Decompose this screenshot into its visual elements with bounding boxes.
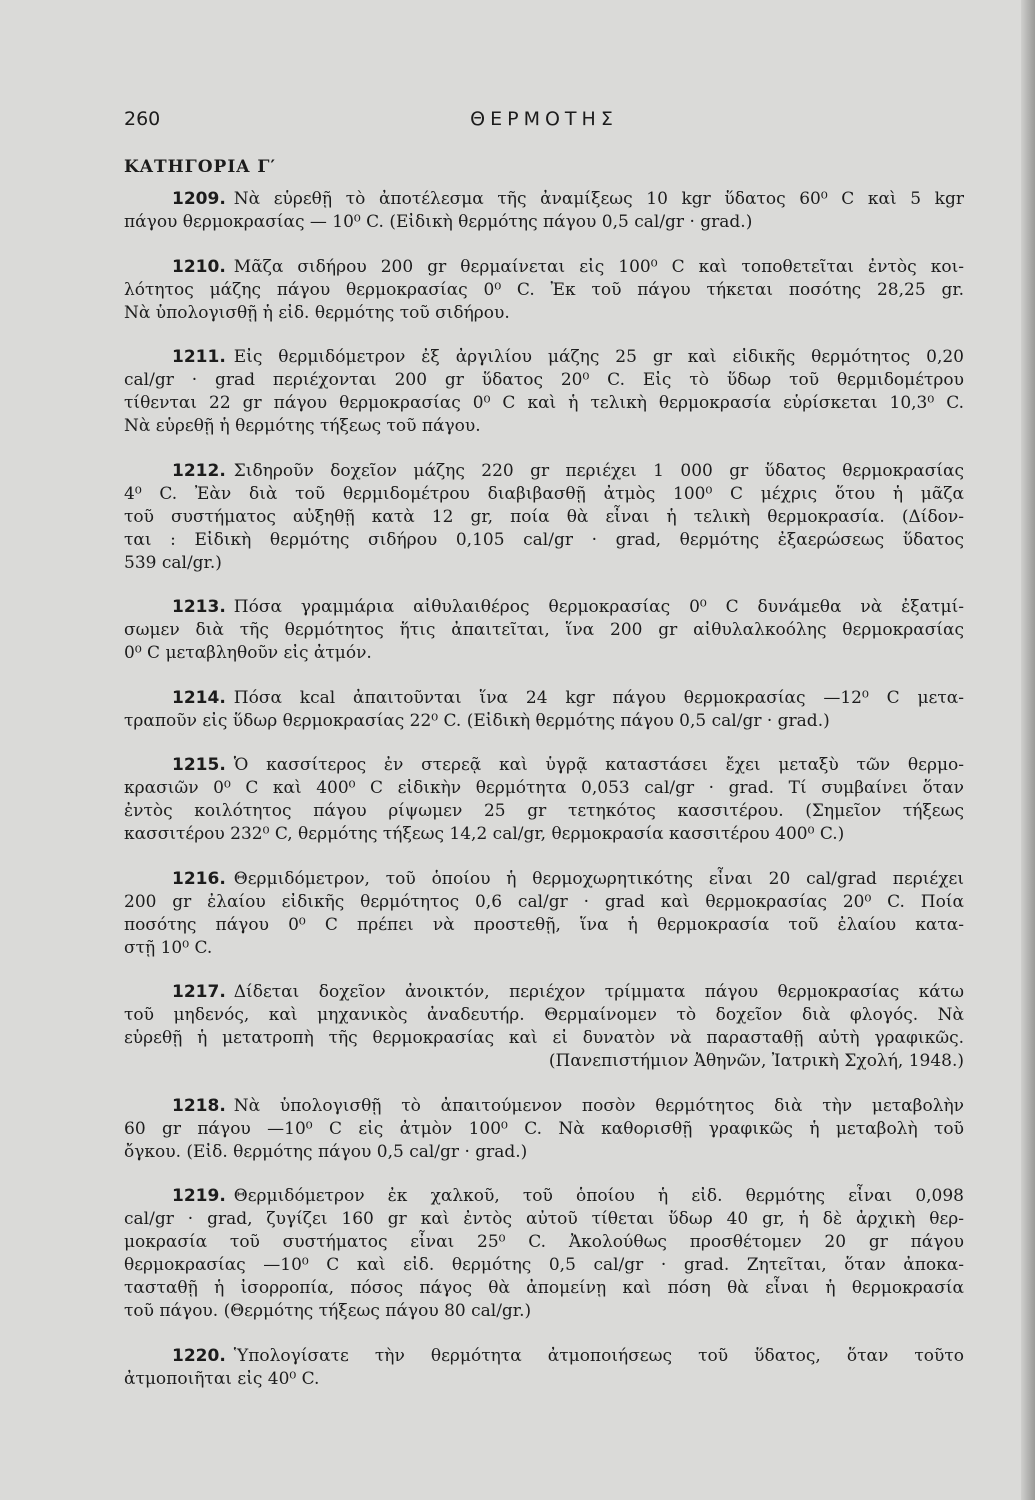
problem-text-line bbox=[124, 710, 964, 733]
problem-text-line bbox=[124, 483, 964, 506]
problem-text-line bbox=[124, 1254, 964, 1277]
problem-text-line bbox=[124, 1208, 964, 1231]
problem-text-line bbox=[124, 868, 964, 891]
problem-text: ποσότης πάγου 0⁰ C πρέπει νὰ προστεθῇ, ἵνα ἡ θερμοκρασία τοῦ ἐλαίου κατα- bbox=[124, 914, 964, 935]
problem-text-line bbox=[124, 415, 964, 438]
problem-text-line bbox=[124, 1004, 964, 1027]
problem-text-line bbox=[124, 506, 964, 529]
problem-number: 1211. bbox=[172, 347, 226, 367]
problem-text-line bbox=[124, 754, 964, 777]
page-header bbox=[124, 104, 964, 134]
problem-text: Μᾶζα σιδήρου 200 gr θερμαίνεται εἰς 100⁰ C καὶ τοποθετεῖται ἐντὸς κοι- bbox=[233, 256, 964, 277]
problem-text: σωμεν διὰ τῆς θερμότητος ἥτις ἀπαιτεῖται, ἵνα 200 gr αἰθυλαλκοόλης θερμοκρασίας bbox=[124, 620, 964, 640]
problem-1213 bbox=[124, 596, 964, 665]
problem-text-line bbox=[124, 1368, 964, 1391]
problem-list bbox=[124, 188, 964, 1412]
problem-text: ὄγκου. (Εἰδ. θερμότης πάγου 0,5 cal/gr · grad.) bbox=[124, 1141, 528, 1162]
problem-text-line bbox=[124, 800, 964, 823]
problem-text: ται : Εἰδικὴ θερμότης σιδήρου 0,105 cal/gr · grad, θερμότης ἐξαερώσεως ὕδατος bbox=[124, 529, 964, 550]
problem-text-line bbox=[124, 552, 964, 575]
problem-text: τοῦ πάγου. (Θερμότης τήξεως πάγου 80 cal/gr.) bbox=[124, 1301, 532, 1321]
problem-text-line bbox=[124, 619, 964, 642]
problem-text: cal/gr · grad, ζυγίζει 160 gr καὶ ἐντὸς αὐτοῦ τίθεται ὕδωρ 40 gr, ἡ δὲ ἀρχικὴ θερ- bbox=[124, 1209, 964, 1229]
problem-text: τοῦ μηδενός, καὶ μηχανικὸς ἀναδευτήρ. Θερμαίνομεν τὸ δοχεῖον διὰ φλογός. Νὰ bbox=[124, 1005, 964, 1025]
problem-text: Πόσα kcal ἀπαιτοῦνται ἵνα 24 kgr πάγου θερμοκρασίας —12⁰ C μετα- bbox=[233, 687, 964, 708]
problem-1209 bbox=[124, 188, 964, 234]
problem-1214 bbox=[124, 687, 964, 733]
problem-1216 bbox=[124, 868, 964, 960]
problem-text-line bbox=[124, 642, 964, 665]
problem-text: Δίδεται δοχεῖον ἀνοικτόν, περιέχον τρίμματα πάγου θερμοκρασίας κάτω bbox=[233, 982, 964, 1002]
running-title: ΘΕΡΜΟΤΗΣ bbox=[470, 108, 618, 130]
problem-text-line bbox=[124, 369, 964, 392]
problem-text: Σιδηροῦν δοχεῖον μάζης 220 gr περιέχει 1 000 gr ὕδατος θερμοκρασίας bbox=[233, 460, 964, 481]
problem-text: εὑρεθῇ ἡ μετατροπὴ τῆς θερμοκρασίας καὶ εἰ δυνατὸν νὰ παρασταθῇ αὐτὴ γραφικῶς. bbox=[124, 1028, 964, 1048]
page-edge-shadow bbox=[1021, 0, 1035, 1500]
problem-text-line bbox=[124, 914, 964, 937]
problem-text-line bbox=[124, 1185, 964, 1208]
problem-text-line bbox=[124, 1231, 964, 1254]
problem-text-line bbox=[124, 823, 964, 846]
problem-text-line bbox=[124, 460, 964, 483]
problem-text-line bbox=[124, 346, 964, 369]
problem-text: Πόσα γραμμάρια αἰθυλαιθέρος θερμοκρασίας 0⁰ C δυνάμεθα νὰ ἐξατμί- bbox=[233, 597, 964, 617]
problem-text-line bbox=[124, 529, 964, 552]
problem-number: 1210. bbox=[172, 256, 226, 277]
problem-attribution: (Πανεπιστήμιον Ἀθηνῶν, Ἰατρικὴ Σχολή, 1948.) bbox=[548, 1051, 964, 1071]
problem-text: τοῦ συστήματος αὐξηθῇ κατὰ 12 gr, ποία θὰ εἶναι ἡ τελικὴ θερμοκρασία. (Δίδον- bbox=[124, 506, 964, 527]
problem-text: στῇ 10⁰ C. bbox=[124, 937, 213, 958]
problem-text-line bbox=[124, 188, 964, 211]
problem-1215 bbox=[124, 754, 964, 846]
problem-text: Νὰ εὑρεθῇ ἡ θερμότης τήξεως τοῦ πάγου. bbox=[124, 416, 481, 436]
problem-text: κρασιῶν 0⁰ C καὶ 400⁰ C εἰδικὴν θερμότητα 0,053 cal/gr · grad. Τί συμβαίνει ὅταν bbox=[124, 778, 964, 798]
problem-text: 0⁰ C μεταβληθοῦν εἰς ἀτμόν. bbox=[124, 643, 372, 663]
problem-text: Νὰ ὑπολογισθῇ τὸ ἀπαιτούμενον ποσὸν θερμότητος διὰ τὴν μεταβολὴν bbox=[233, 1095, 964, 1116]
problem-text-line bbox=[124, 981, 964, 1004]
problem-text-line bbox=[124, 1095, 964, 1118]
problem-text-line bbox=[124, 392, 964, 415]
problem-text: ἐντὸς κοιλότητος πάγου ρίψωμεν 25 gr τετηκότος κασσιτέρου. (Σημεῖον τήξεως bbox=[124, 801, 964, 821]
problem-text: μοκρασία τοῦ συστήματος εἶναι 25⁰ C. Ἀκολούθως προσθέτομεν 20 gr πάγου bbox=[124, 1232, 964, 1252]
problem-text-line bbox=[124, 596, 964, 619]
problem-text-line bbox=[124, 1345, 964, 1368]
problem-text: 200 gr ἐλαίου εἰδικῆς θερμότητος 0,6 cal/gr · grad καὶ θερμοκρασίας 20⁰ C. Ποία bbox=[124, 891, 964, 912]
problem-number: 1209. bbox=[172, 189, 226, 209]
problem-text-line bbox=[124, 1141, 964, 1164]
problem-text-line bbox=[124, 211, 964, 234]
problem-text-line bbox=[124, 256, 964, 279]
problem-number: 1219. bbox=[172, 1186, 226, 1206]
problem-text: λότητος μάζης πάγου θερμοκρασίας 0⁰ C. Ἐκ τοῦ πάγου τήκεται ποσότης 28,25 gr. bbox=[124, 279, 964, 300]
problem-text-line bbox=[124, 1027, 964, 1050]
problem-text-line bbox=[124, 1300, 964, 1323]
problem-text-line bbox=[124, 777, 964, 800]
problem-text: 60 gr πάγου —10⁰ C εἰς ἀτμὸν 100⁰ C. Νὰ καθορισθῇ γραφικῶς ἡ μεταβολὴ τοῦ bbox=[124, 1118, 964, 1139]
problem-number: 1220. bbox=[172, 1345, 226, 1366]
problem-text: Νὰ εὑρεθῇ τὸ ἀποτέλεσμα τῆς ἀναμίξεως 10 kgr ὕδατος 60⁰ C καὶ 5 kgr bbox=[233, 189, 964, 209]
problem-number: 1216. bbox=[172, 868, 226, 889]
problem-text: ἀτμοποιῆται εἰς 40⁰ C. bbox=[124, 1368, 320, 1389]
problem-text: Νὰ ὑπολογισθῇ ἡ εἰδ. θερμότης τοῦ σιδήρου. bbox=[124, 302, 510, 323]
problem-text: Εἰς θερμιδόμετρον ἐξ ἀργιλίου μάζης 25 gr καὶ εἰδικῆς θερμότητος 0,20 bbox=[233, 347, 964, 367]
problem-1218 bbox=[124, 1095, 964, 1164]
problem-number: 1218. bbox=[172, 1095, 226, 1116]
problem-1210 bbox=[124, 256, 964, 325]
problem-text: κασσιτέρου 232⁰ C, θερμότης τήξεως 14,2 cal/gr, θερμοκρασία κασσιτέρου 400⁰ C.) bbox=[124, 824, 845, 844]
problem-text: 4⁰ C. Ἐὰν διὰ τοῦ θερμιδομέτρου διαβιβασθῇ ἀτμὸς 100⁰ C μέχρις ὅτου ἡ μᾶζα bbox=[124, 483, 964, 504]
problem-text: Ὁ κασσίτερος ἐν στερεᾷ καὶ ὑγρᾷ καταστάσει ἔχει μεταξὺ τῶν θερμο- bbox=[233, 755, 964, 775]
problem-text-line bbox=[124, 891, 964, 914]
problem-text-line bbox=[124, 302, 964, 325]
problem-number: 1212. bbox=[172, 460, 226, 481]
problem-text: τραποῦν εἰς ὕδωρ θερμοκρασίας 22⁰ C. (Εἰδικὴ θερμότης πάγου 0,5 cal/gr · grad.) bbox=[124, 710, 830, 731]
category-heading: ΚΑΤΗΓΟΡΙΑ Γ′ bbox=[124, 157, 276, 177]
problem-text-line bbox=[124, 937, 964, 960]
problem-text: θερμοκρασίας —10⁰ C καὶ εἰδ. θερμότης 0,5 cal/gr · grad. Ζητεῖται, ὅταν ἀποκα- bbox=[124, 1255, 964, 1275]
problem-text-line bbox=[124, 1118, 964, 1141]
problem-1212 bbox=[124, 460, 964, 575]
problem-text-line bbox=[124, 1277, 964, 1300]
problem-text: Θερμιδόμετρον, τοῦ ὁποίου ἡ θερμοχωρητικότης εἶναι 20 cal/grad περιέχει bbox=[233, 868, 964, 889]
problem-number: 1215. bbox=[172, 755, 226, 775]
problem-number: 1214. bbox=[172, 687, 226, 708]
problem-number: 1213. bbox=[172, 597, 226, 617]
problem-1217 bbox=[124, 981, 964, 1073]
problem-text: Θερμιδόμετρον ἐκ χαλκοῦ, τοῦ ὁποίου ἡ εἰδ. θερμότης εἶναι 0,098 bbox=[233, 1186, 964, 1206]
problem-text: 539 cal/gr.) bbox=[124, 552, 222, 573]
problem-text: τίθενται 22 gr πάγου θερμοκρασίας 0⁰ C καὶ ἡ τελικὴ θερμοκρασία εὑρίσκεται 10,3⁰ C. bbox=[124, 393, 964, 413]
problem-text-line bbox=[124, 687, 964, 710]
problem-text: πάγου θερμοκρασίας — 10⁰ C. (Εἰδικὴ θερμότης πάγου 0,5 cal/gr · grad.) bbox=[124, 212, 753, 232]
problem-1220 bbox=[124, 1345, 964, 1391]
problem-text: Ὑπολογίσατε τὴν θερμότητα ἀτμοποιήσεως τοῦ ὕδατος, ὅταν τοῦτο bbox=[233, 1345, 964, 1366]
problem-1219 bbox=[124, 1185, 964, 1323]
problem-1211 bbox=[124, 346, 964, 438]
problem-text: cal/gr · grad περιέχονται 200 gr ὕδατος 20⁰ C. Εἰς τὸ ὕδωρ τοῦ θερμιδομέτρου bbox=[124, 370, 964, 390]
problem-text: τασταθῇ ἡ ἰσορροπία, πόσος πάγος θὰ ἀπομείνῃ καὶ πόση θὰ εἶναι ἡ θερμοκρασία bbox=[124, 1278, 964, 1298]
page-number: 260 bbox=[124, 108, 161, 130]
problem-text-line bbox=[124, 279, 964, 302]
problem-number: 1217. bbox=[172, 982, 226, 1002]
